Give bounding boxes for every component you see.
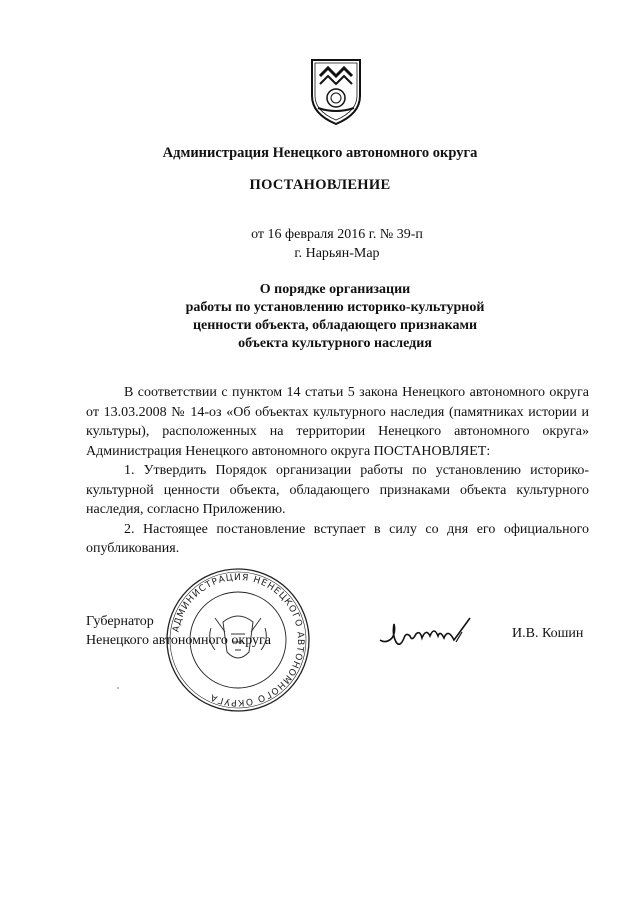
document-title [0,281,640,353]
date-number: от 16 февраля 2016 г. № 39-п [251,227,423,242]
item-2-paragraph: 2. Настоящее постановление вступает в силу со дня его официального опубликования. [86,521,589,556]
svg-text:АДМИНИСТРАЦИЯ НЕНЕЦКОГО АВТОНО: АДМИНИСТРАЦИЯ НЕНЕЦКОГО АВТОНОМНОГО ОКРУГА [171,572,306,708]
organization-name: Администрация Ненецкого автономного округа [162,145,478,161]
title-line: О порядке организации [259,282,411,297]
title-line: объекта культурного наследия [238,336,432,351]
scan-speck [117,687,119,689]
title-line: ценности объекта, обладающего признаками [192,318,478,333]
city: г. Нарьян-Мар [294,246,380,261]
signatory-position [86,612,271,650]
signatory-name: И.В. Кошин [512,626,584,641]
document-body [86,383,589,559]
title-line: работы по установлению историко-культурной [185,300,485,315]
document-type: ПОСТАНОВЛЕНИЕ [249,177,391,193]
position-line: Ненецкого автономного округа [86,633,271,648]
coat-of-arms-emblem [306,56,366,128]
position-line: Губернатор [86,614,154,629]
handwritten-signature [378,614,483,654]
preamble-paragraph: В соответствии с пунктом 14 статьи 5 закона Ненецкого автономного округа от 13.03.2008 № 14-оз «Об объектах культурного наследия (памятниках истории и культуры), расположенных на территории Ненецкого автономного округа» Администрация Ненецкого автономного округа ПОСТАНОВЛЯЕТ: [86,385,589,459]
item-1-paragraph: 1. Утвердить Порядок организации работы по установлению историко-культурной ценности объекта, обладающего признаками объекта культурного наследия, согласно Приложению. [86,463,589,517]
